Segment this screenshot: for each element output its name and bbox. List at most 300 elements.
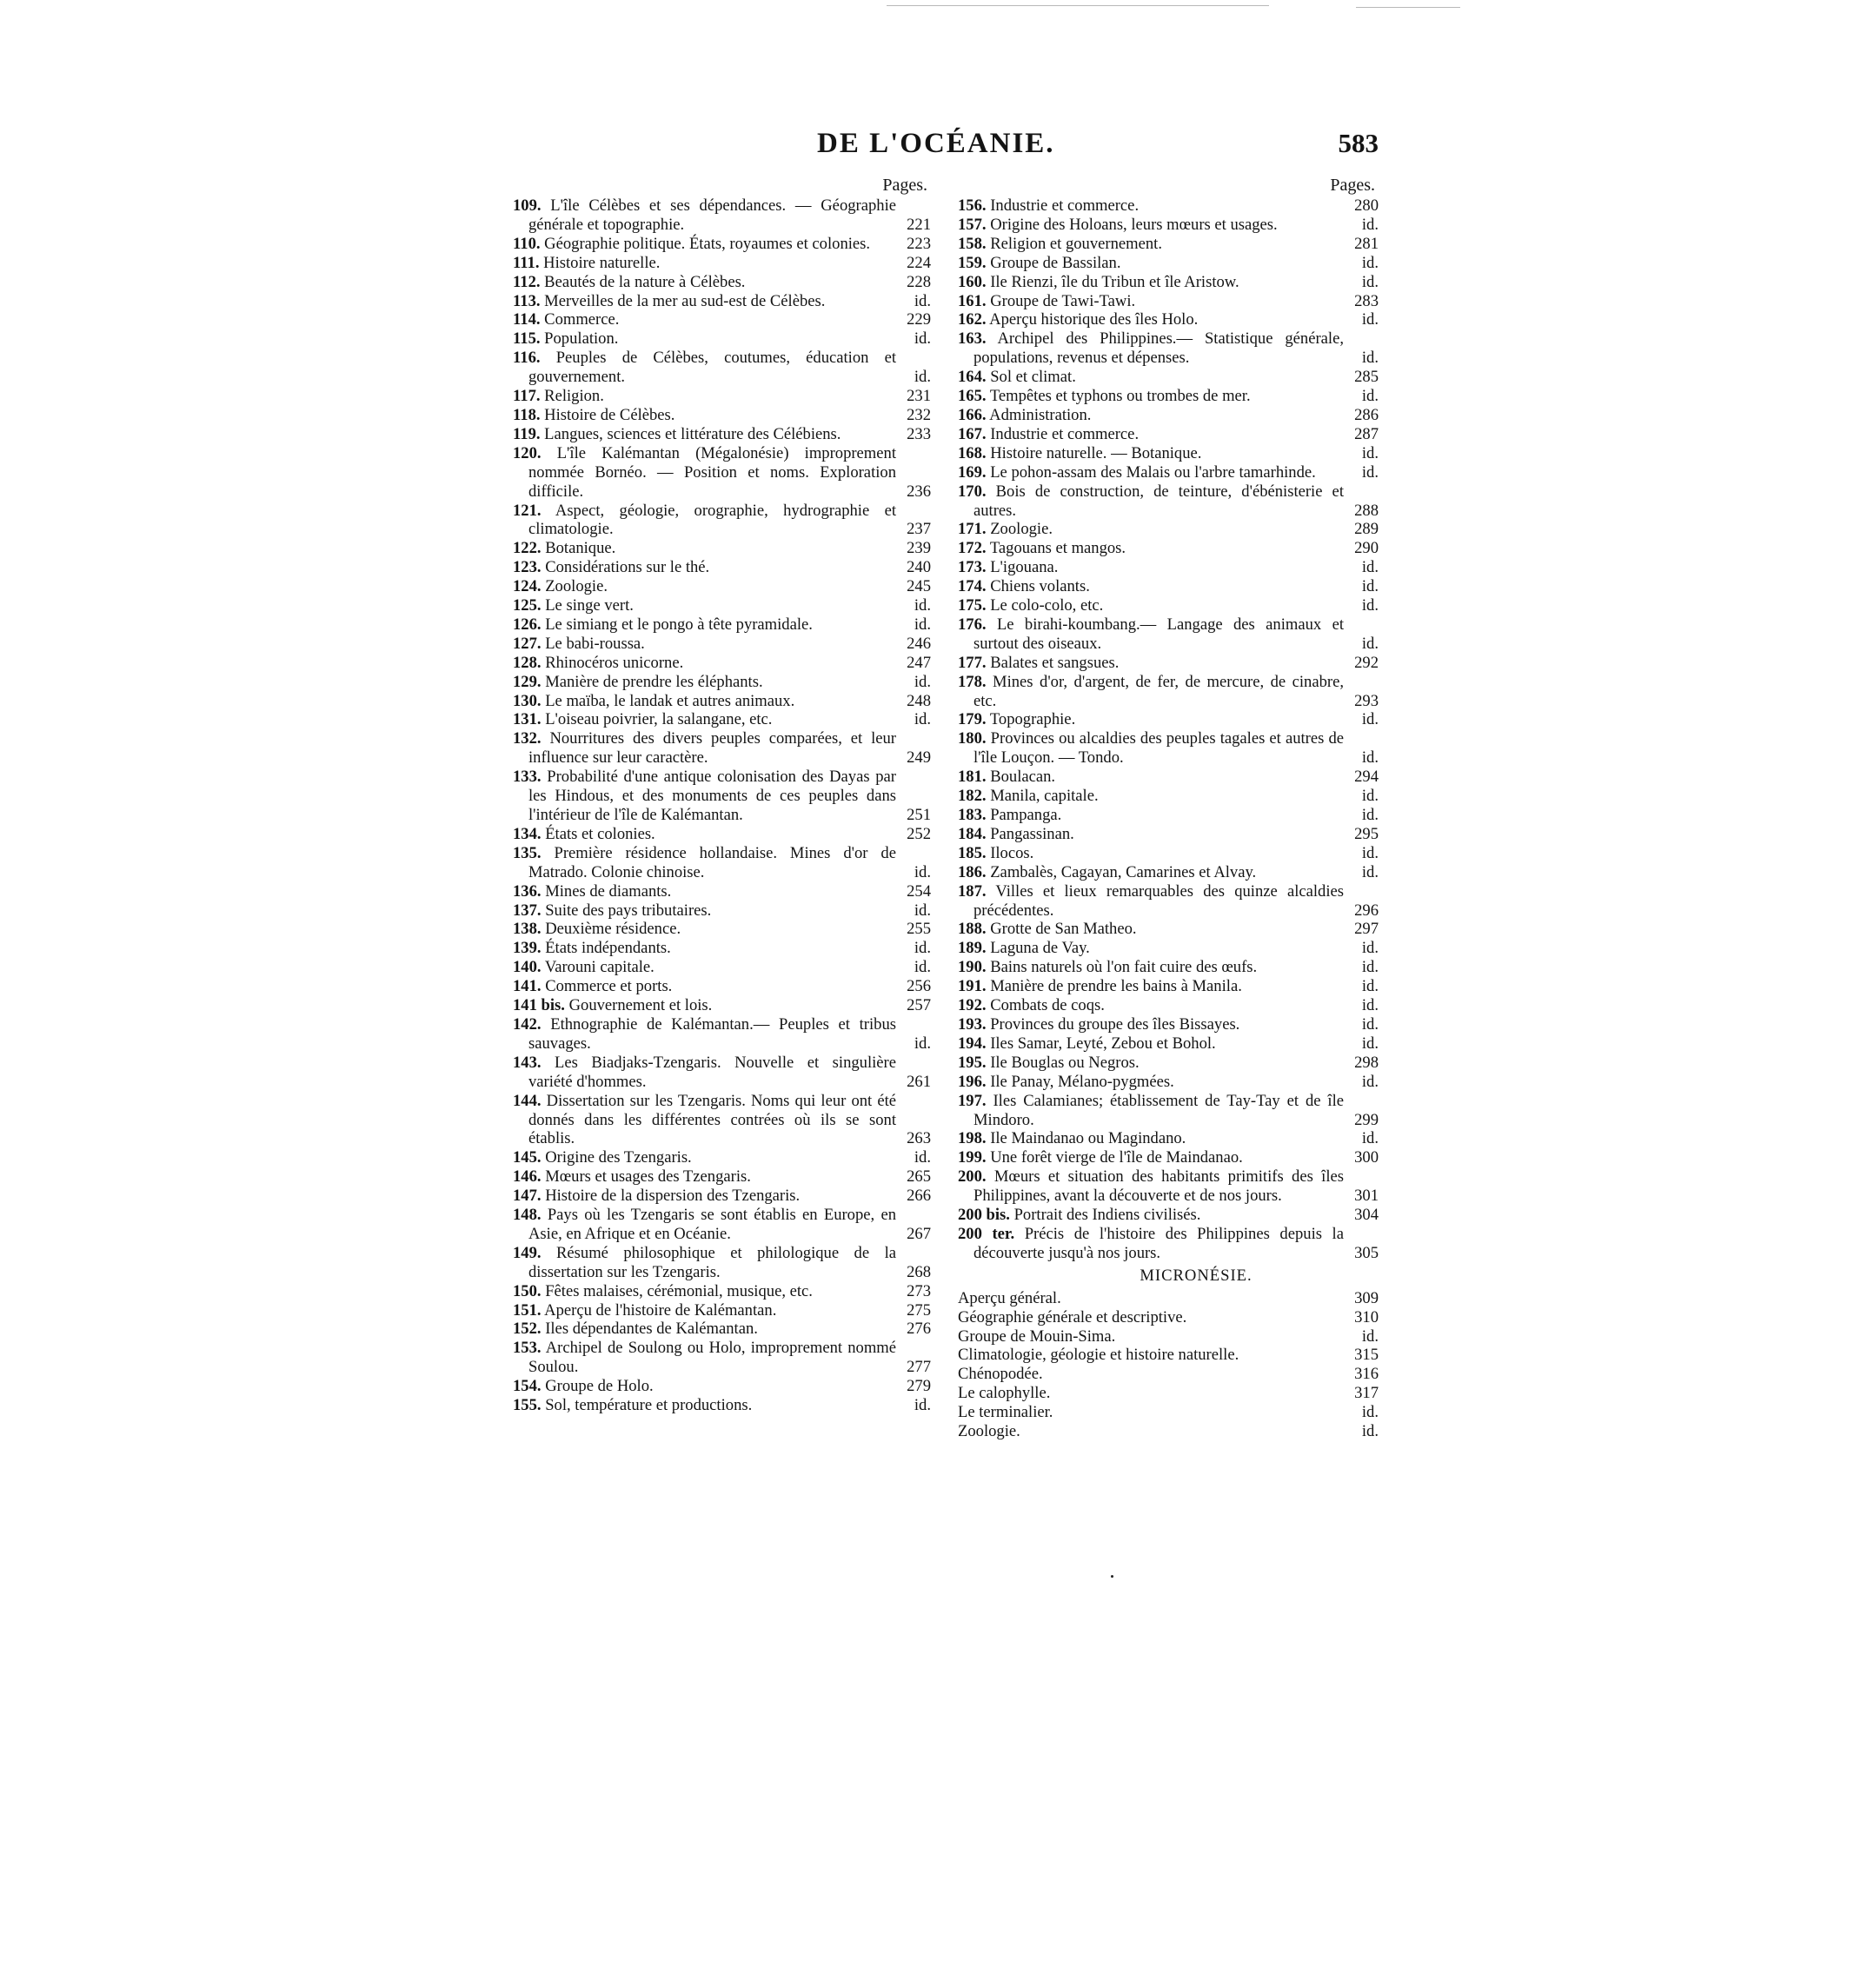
toc-entry-page: 317	[1354, 1384, 1379, 1403]
toc-entry-text	[958, 482, 1344, 521]
toc-entry-number: 115.	[513, 329, 541, 349]
toc-entry	[513, 292, 934, 311]
toc-entry-page: 257	[907, 996, 931, 1015]
toc-entry-text	[958, 1073, 1344, 1092]
toc-entry-number: 196.	[958, 1072, 987, 1091]
toc-entry-title: Résumé philosophique et philologique de la dissertation sur les Tzengaris.	[528, 1243, 896, 1281]
toc-entry	[513, 729, 934, 768]
toc-entry-title: Laguna de Vay.	[990, 939, 1090, 958]
toc-entry-text	[958, 216, 1344, 235]
toc-entry	[958, 1073, 1382, 1092]
toc-entry-title: Le simiang et le pongo à tête pyramidale.	[545, 615, 813, 634]
toc-entry-page: id.	[1361, 387, 1379, 406]
right-entry-list	[958, 196, 1382, 1263]
toc-entry	[958, 787, 1382, 806]
toc-entry-title: Aperçu historique des îles Holo.	[989, 310, 1199, 329]
toc-entry-page: id.	[914, 901, 931, 920]
toc-entry-text	[513, 425, 896, 444]
toc-entry-text	[513, 1244, 896, 1282]
toc-entry-number: 184.	[958, 824, 987, 843]
toc-entry-page: id.	[1361, 634, 1379, 653]
toc-entry-title: Groupe de Mouin-Sima.	[958, 1326, 1116, 1346]
toc-entry-page: id.	[1361, 1403, 1379, 1422]
toc-entry-text	[958, 1167, 1344, 1206]
toc-entry-text	[513, 977, 896, 996]
toc-entry-page: id.	[1361, 215, 1379, 234]
toc-entry-number: 195.	[958, 1053, 987, 1072]
toc-entry-number: 187.	[958, 881, 987, 901]
toc-entry-title: Première résidence hollandaise. Mines d'or de Matrado. Colonie chinoise.	[528, 843, 896, 881]
toc-entry-text	[513, 406, 896, 425]
toc-entry-title: Combats de coqs.	[990, 996, 1105, 1015]
toc-entry	[513, 444, 934, 502]
toc-entry-page: id.	[1361, 596, 1379, 615]
toc-entry-title: Manière de prendre les bains à Manila.	[990, 977, 1242, 996]
toc-entry-page: id.	[914, 596, 931, 615]
toc-entry-text	[513, 502, 896, 540]
toc-entry-text	[513, 196, 896, 235]
toc-entry-title: Le terminalier.	[958, 1403, 1053, 1422]
toc-entry	[958, 939, 1382, 958]
toc-entry-number: 200 ter.	[958, 1224, 1015, 1243]
toc-entry-text	[513, 1148, 896, 1167]
toc-entry-title: Population.	[544, 329, 619, 349]
running-title: DE L'OCÉANIE.	[817, 128, 1055, 159]
toc-entry	[958, 329, 1382, 368]
left-column	[513, 174, 934, 1415]
toc-entry	[958, 1365, 1382, 1384]
toc-entry-text	[958, 254, 1344, 273]
toc-entry-title: Probabilité d'une antique colonisation des Dayas par les Hindous, et des monuments de ces peuples dans l'intérieur de l'île de Kalémantan.	[528, 768, 896, 824]
toc-entry-number: 137.	[513, 901, 542, 920]
toc-entry-text	[513, 654, 896, 673]
toc-entry-title: Zoologie.	[990, 520, 1053, 539]
toc-entry-number: 190.	[958, 958, 987, 977]
toc-entry-title: Le birahi-koumbang.— Langage des animaux et surtout des oiseaux.	[974, 615, 1344, 653]
toc-entry	[513, 1320, 934, 1339]
toc-entry-page: id.	[1361, 462, 1379, 482]
section-heading: MICRONÉSIE.	[1140, 1266, 1253, 1285]
toc-entry-title: Botanique.	[545, 539, 616, 558]
toc-entry-number: 164.	[958, 368, 987, 387]
toc-entry-page: id.	[1361, 939, 1379, 958]
toc-entry-title: Ile Panay, Mélano-pygmées.	[990, 1072, 1174, 1091]
toc-entry	[958, 863, 1382, 882]
toc-entry-page: 286	[1354, 405, 1379, 424]
toc-entry-text	[958, 787, 1344, 806]
toc-entry-number: 131.	[513, 710, 542, 729]
toc-entry	[513, 1339, 934, 1377]
toc-entry-number: 193.	[958, 1014, 987, 1034]
toc-entry-page: 236	[907, 482, 931, 501]
toc-entry-title: Religion et gouvernement.	[990, 234, 1162, 253]
toc-entry-title: Ethnographie de Kalémantan.— Peuples et tribus sauvages.	[528, 1014, 896, 1053]
toc-entry-title: Manière de prendre les éléphants.	[545, 672, 763, 691]
toc-entry-number: 166.	[958, 405, 987, 424]
toc-entry	[513, 406, 934, 425]
toc-entry	[958, 996, 1382, 1015]
toc-entry-text	[958, 654, 1344, 673]
toc-entry-text	[958, 1225, 1344, 1263]
toc-entry	[958, 825, 1382, 844]
toc-entry	[513, 1187, 934, 1206]
toc-entry-title: Le singe vert.	[545, 596, 634, 615]
toc-entry-text	[958, 196, 1344, 216]
toc-entry-title: Les Biadjaks-Tzengaris. Nouvelle et singulière variété d'hommes.	[528, 1053, 896, 1091]
toc-entry-text	[958, 596, 1344, 615]
toc-entry-number: 149.	[513, 1243, 542, 1262]
toc-entry	[513, 615, 934, 635]
toc-entry	[513, 558, 934, 577]
toc-entry-text	[958, 1308, 1344, 1327]
toc-entry-title: Rhinocéros unicorne.	[545, 653, 684, 672]
toc-entry-number: 141 bis.	[513, 996, 565, 1015]
toc-entry-text	[513, 768, 896, 825]
toc-entry-text	[513, 882, 896, 901]
toc-entry	[958, 596, 1382, 615]
toc-entry-text	[958, 1129, 1344, 1148]
toc-entry-number: 145.	[513, 1148, 542, 1167]
toc-entry	[958, 196, 1382, 216]
toc-entry-page: id.	[1361, 996, 1379, 1015]
toc-entry-number: 156.	[958, 196, 987, 215]
toc-entry-page: id.	[914, 291, 931, 310]
toc-entry	[513, 577, 934, 596]
toc-entry-number: 135.	[513, 843, 542, 862]
left-entry-list	[513, 196, 934, 1415]
toc-entry	[513, 768, 934, 825]
toc-entry-number: 169.	[958, 462, 987, 482]
toc-entry-text	[958, 235, 1344, 254]
toc-entry-title: Mines de diamants.	[545, 881, 672, 901]
toc-entry	[958, 310, 1382, 329]
toc-entry-text	[513, 844, 896, 882]
toc-entry-text	[513, 349, 896, 387]
toc-entry-number: 123.	[513, 558, 542, 577]
toc-entry-page: 293	[1354, 691, 1379, 710]
toc-entry-page: 294	[1354, 768, 1379, 787]
toc-entry-number: 180.	[958, 729, 987, 748]
toc-entry	[958, 1422, 1382, 1441]
toc-entry-text	[513, 901, 896, 921]
toc-entry-text	[513, 920, 896, 939]
toc-entry-number: 142.	[513, 1014, 542, 1034]
toc-entry	[958, 1148, 1382, 1167]
toc-entry-page: id.	[1361, 748, 1379, 768]
toc-entry-number: 151.	[513, 1300, 542, 1320]
toc-entry	[958, 844, 1382, 863]
toc-entry-title: L'île Célèbes et ses dépendances. — Géographie générale et topographie.	[528, 196, 896, 234]
toc-entry-title: Boulacan.	[990, 768, 1056, 787]
toc-entry-text	[958, 1092, 1344, 1130]
toc-entry	[958, 387, 1382, 406]
toc-entry-text	[958, 844, 1344, 863]
toc-entry-number: 122.	[513, 539, 542, 558]
toc-entry-text	[958, 1034, 1344, 1054]
toc-entry	[958, 235, 1382, 254]
toc-entry-text	[958, 958, 1344, 977]
toc-entry-number: 163.	[958, 329, 987, 349]
toc-entry-number: 116.	[513, 349, 541, 368]
toc-entry	[513, 273, 934, 292]
toc-entry-title: Le calophylle.	[958, 1384, 1051, 1403]
toc-entry-text	[958, 1384, 1344, 1403]
toc-entry-text	[958, 977, 1344, 996]
toc-entry-title: Histoire naturelle. — Botanique.	[990, 443, 1202, 462]
toc-entry-number: 168.	[958, 443, 987, 462]
toc-entry	[513, 1167, 934, 1187]
toc-entry-page: 289	[1354, 520, 1379, 539]
toc-entry-text	[958, 387, 1344, 406]
toc-entry-title: Le maïba, le landak et autres animaux.	[545, 691, 795, 710]
toc-entry-title: Mœurs et situation des habitants primitifs des îles Philippines, avant la découverte et de nos jours.	[974, 1167, 1344, 1206]
toc-entry-number: 160.	[958, 272, 987, 291]
toc-entry-page: id.	[914, 672, 931, 691]
toc-entry-number: 112.	[513, 272, 541, 291]
toc-entry	[513, 844, 934, 882]
toc-entry-page: 297	[1354, 920, 1379, 939]
toc-entry-title: Zoologie.	[958, 1422, 1020, 1441]
toc-entry-number: 111.	[513, 253, 540, 272]
toc-entry	[958, 425, 1382, 444]
toc-entry	[958, 768, 1382, 787]
toc-entry-page: 290	[1354, 539, 1379, 558]
toc-entry-page: 252	[907, 824, 931, 843]
toc-entry-text	[513, 939, 896, 958]
toc-entry-page: 280	[1354, 196, 1379, 215]
toc-entry-text	[958, 882, 1344, 921]
toc-entry-number: 125.	[513, 596, 542, 615]
toc-entry-page: 316	[1354, 1365, 1379, 1384]
toc-entry-number: 200 bis.	[958, 1206, 1010, 1225]
toc-entry-title: Portrait des Indiens civilisés.	[1013, 1206, 1201, 1225]
toc-entry-text	[513, 1206, 896, 1244]
toc-entry-number: 110.	[513, 234, 541, 253]
toc-entry-title: Ilocos.	[990, 843, 1034, 862]
toc-entry-page: id.	[914, 862, 931, 881]
toc-entry-text	[958, 1422, 1344, 1441]
toc-entry	[513, 654, 934, 673]
toc-entry	[513, 310, 934, 329]
toc-entry-page: 268	[907, 1262, 931, 1281]
toc-entry-page: 292	[1354, 653, 1379, 672]
toc-entry-page: id.	[914, 615, 931, 634]
toc-entry-title: Groupe de Bassilan.	[990, 253, 1121, 272]
toc-entry-text	[513, 310, 896, 329]
toc-entry-text	[513, 1282, 896, 1301]
toc-entry-number: 167.	[958, 424, 987, 443]
toc-entry-number: 188.	[958, 920, 987, 939]
toc-entry-page: 279	[907, 1377, 931, 1396]
toc-entry-number: 117.	[513, 387, 541, 406]
toc-entry-number: 124.	[513, 577, 542, 596]
toc-entry	[513, 387, 934, 406]
toc-entry-title: Ile Maindanao ou Magindano.	[990, 1129, 1186, 1148]
toc-entry-page: 221	[907, 215, 931, 234]
toc-entry-number: 172.	[958, 539, 987, 558]
toc-entry-text	[513, 1054, 896, 1092]
toc-entry-page: 315	[1354, 1346, 1379, 1365]
toc-entry-title: Bains naturels où l'on fait cuire des œufs.	[990, 958, 1258, 977]
toc-entry-title: Religion.	[544, 387, 604, 406]
toc-entry-page: 281	[1354, 234, 1379, 253]
toc-entry-title: États et colonies.	[545, 824, 655, 843]
toc-entry-text	[513, 1187, 896, 1206]
toc-entry-title: Grotte de San Matheo.	[990, 920, 1137, 939]
toc-entry-title: Pays où les Tzengaris se sont établis en Europe, en Asie, en Afrique et en Océanie.	[528, 1206, 896, 1243]
toc-entry-text	[958, 1346, 1344, 1365]
toc-entry-text	[513, 235, 896, 254]
toc-entry	[958, 292, 1382, 311]
toc-entry-title: Mines d'or, d'argent, de fer, de mercure, de cinabre, etc.	[974, 672, 1344, 710]
toc-entry	[513, 710, 934, 729]
toc-entry	[958, 1327, 1382, 1346]
toc-entry-number: 158.	[958, 234, 987, 253]
toc-entry-title: États indépendants.	[545, 939, 671, 958]
toc-entry-number: 154.	[513, 1377, 542, 1396]
toc-entry-page: 296	[1354, 901, 1379, 920]
toc-entry-number: 143.	[513, 1053, 542, 1072]
toc-entry-text	[513, 558, 896, 577]
toc-entry-title: Géographie générale et descriptive.	[958, 1307, 1187, 1326]
toc-entry-number: 182.	[958, 787, 987, 806]
toc-entry-page: 254	[907, 881, 931, 901]
toc-entry-title: Provinces du groupe des îles Bissayes.	[990, 1014, 1240, 1034]
toc-entry-page: 285	[1354, 368, 1379, 387]
toc-entry-title: Deuxième résidence.	[545, 920, 681, 939]
toc-entry-page: 223	[907, 234, 931, 253]
toc-entry-title: Géographie politique. États, royaumes et colonies.	[544, 234, 871, 253]
toc-entry-number: 138.	[513, 920, 542, 939]
toc-entry	[958, 558, 1382, 577]
toc-entry-number: 192.	[958, 996, 987, 1015]
toc-entry-text	[513, 254, 896, 273]
toc-entry-text	[513, 710, 896, 729]
toc-entry-title: Zoologie.	[545, 577, 608, 596]
toc-entry-text	[958, 558, 1344, 577]
toc-entry-title: Considérations sur le thé.	[545, 558, 710, 577]
toc-entry-number: 118.	[513, 405, 541, 424]
toc-entry-text	[958, 1015, 1344, 1034]
toc-entry-number: 178.	[958, 672, 987, 691]
toc-entry	[958, 444, 1382, 463]
toc-entry-number: 152.	[513, 1320, 542, 1339]
toc-entry-number: 199.	[958, 1148, 987, 1167]
toc-entry-text	[958, 1054, 1344, 1073]
toc-entry-text	[513, 673, 896, 692]
toc-entry-text	[513, 958, 896, 977]
toc-entry-text	[513, 292, 896, 311]
toc-entry-page: id.	[1361, 1072, 1379, 1091]
toc-entry	[958, 882, 1382, 921]
toc-entry	[513, 425, 934, 444]
toc-entry-text	[513, 1301, 896, 1320]
toc-entry-number: 141.	[513, 977, 542, 996]
toc-entry-number: 162.	[958, 310, 987, 329]
toc-entry-text	[513, 1377, 896, 1396]
toc-entry	[958, 977, 1382, 996]
toc-entry-page: 233	[907, 424, 931, 443]
toc-entry-title: Topographie.	[989, 710, 1076, 729]
toc-entry-number: 170.	[958, 482, 987, 501]
toc-entry-page: 249	[907, 748, 931, 768]
toc-entry-page: id.	[1361, 958, 1379, 977]
toc-entry-text	[958, 1403, 1344, 1422]
toc-entry-page: 245	[907, 577, 931, 596]
toc-entry-page: 237	[907, 520, 931, 539]
toc-entry-title: Une forêt vierge de l'île de Maindanao.	[990, 1148, 1243, 1167]
toc-entry-text	[958, 539, 1344, 558]
toc-entry-page: id.	[1361, 349, 1379, 368]
toc-entry	[513, 1301, 934, 1320]
toc-entry-page: id.	[1361, 272, 1379, 291]
toc-entry-text	[958, 329, 1344, 368]
toc-entry-text	[513, 329, 896, 349]
toc-entry-title: Peuples de Célèbes, coutumes, éducation et gouvernement.	[528, 349, 896, 387]
toc-entry-number: 181.	[958, 768, 987, 787]
toc-entry-title: Dissertation sur les Tzengaris. Noms qui leur ont été donnés dans les différentes contrées où ils se sont établis.	[528, 1091, 896, 1148]
toc-entry-text	[958, 368, 1344, 387]
toc-entry-number: 140.	[513, 958, 542, 977]
toc-entry-page: 304	[1354, 1206, 1379, 1225]
toc-entry-title: Iles Calamianes; établissement de Tay-Tay et de île Mindoro.	[974, 1091, 1344, 1129]
toc-entry-title: Varouni capitale.	[544, 958, 655, 977]
toc-entry-page: id.	[914, 1396, 931, 1415]
toc-entry-text	[958, 863, 1344, 882]
toc-entry	[958, 1289, 1382, 1308]
toc-entry-text	[513, 1015, 896, 1054]
toc-entry-number: 114.	[513, 310, 541, 329]
toc-entry-page: 299	[1354, 1110, 1379, 1129]
toc-entry-title: Suite des pays tributaires.	[545, 901, 712, 920]
toc-entry	[513, 254, 934, 273]
toc-entry	[513, 1244, 934, 1282]
toc-entry-title: Mœurs et usages des Tzengaris.	[545, 1167, 751, 1187]
toc-entry	[958, 1015, 1382, 1034]
toc-entry-text	[958, 939, 1344, 958]
toc-entry	[958, 958, 1382, 977]
toc-entry-page: 276	[907, 1320, 931, 1339]
toc-entry-title: Pangassinan.	[990, 824, 1074, 843]
toc-entry	[958, 1034, 1382, 1054]
toc-entry-number: 150.	[513, 1281, 542, 1300]
toc-entry-page: 261	[907, 1072, 931, 1091]
toc-entry-text	[513, 692, 896, 711]
toc-entry-number: 120.	[513, 443, 542, 462]
toc-entry-title: Manila, capitale.	[990, 787, 1099, 806]
toc-entry-number: 146.	[513, 1167, 542, 1187]
toc-entry	[958, 615, 1382, 654]
toc-entry-page: 231	[907, 387, 931, 406]
toc-entry	[513, 958, 934, 977]
toc-entry-title: Histoire de la dispersion des Tzengaris.	[545, 1187, 801, 1206]
toc-entry-title: Aspect, géologie, orographie, hydrographie et climatologie.	[528, 501, 897, 539]
toc-entry-title: Origine des Tzengaris.	[545, 1148, 692, 1167]
toc-entry-page: 255	[907, 920, 931, 939]
toc-entry-text	[958, 1206, 1344, 1225]
toc-entry-title: Commerce.	[544, 310, 620, 329]
toc-entry-text	[513, 729, 896, 768]
toc-entry-text	[513, 1092, 896, 1149]
toc-entry	[513, 235, 934, 254]
toc-entry-title: L'oiseau poivrier, la salangane, etc.	[545, 710, 773, 729]
toc-entry-text	[958, 768, 1344, 787]
toc-entry-number: 139.	[513, 939, 542, 958]
toc-entry-text	[958, 1365, 1344, 1384]
toc-entry	[513, 939, 934, 958]
toc-entry	[513, 1377, 934, 1396]
toc-entry-number: 179.	[958, 710, 987, 729]
